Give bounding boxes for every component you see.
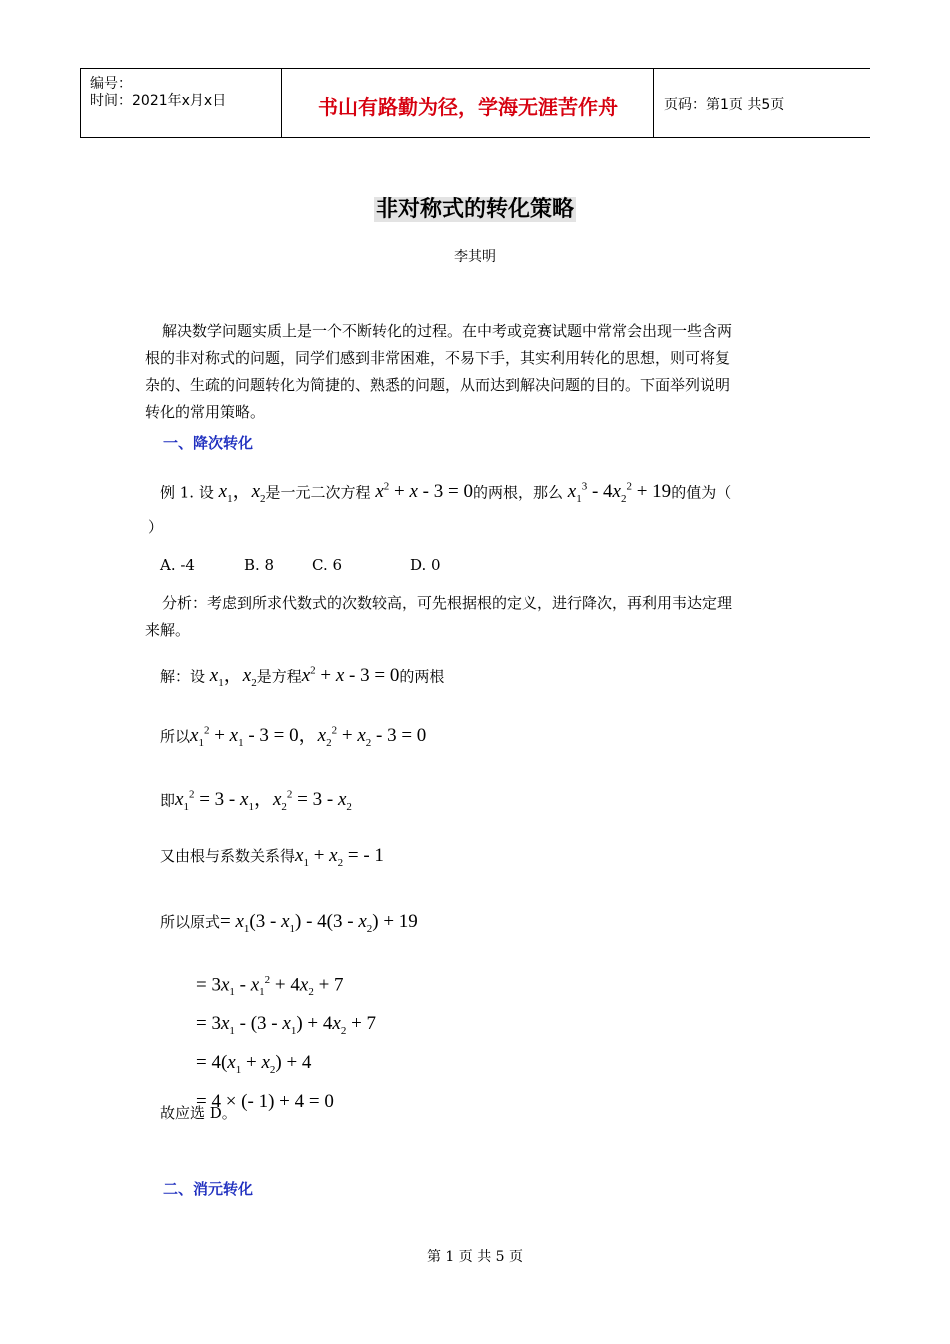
header-left-cell	[80, 69, 282, 137]
solution-so: 所以	[160, 727, 191, 746]
math-reduction: $x_1^2 = 3 - x_1$，$x_2^2 = 3 - x_2$	[175, 789, 352, 814]
math-step: = 4 × (- 1) + 4 = 0	[196, 1090, 334, 1112]
intro-paragraph	[145, 318, 825, 426]
page-footer: 第 1 页 共 5 页	[426, 1249, 524, 1265]
solution-line-3	[160, 782, 352, 821]
option-d: D. 0	[410, 556, 441, 574]
math-roots: $x_1$，$x_2$	[209, 665, 257, 690]
math-roots: $x_1$，$x_2$	[218, 481, 266, 506]
option-b: B. 8	[244, 556, 275, 574]
solution-prefix: 解：设	[160, 667, 206, 686]
intro-line: 转化的常用策略。	[145, 403, 266, 421]
math-equation: $x^2 + x - 3 = 0$	[375, 481, 473, 503]
math-vieta: $x_1 + x_2$ = - 1	[295, 845, 384, 869]
intro-line: 杂的、生疏的问题转化为简捷的、熟悉的问题，从而达到解决问题的目的。下面举列说明	[145, 376, 731, 394]
header-table	[80, 68, 870, 138]
page-title: 非对称式的转化策略	[375, 197, 574, 222]
intro-line: 解决数学问题实质上是一个不断转化的过程。在中考或竞赛试题中常常会出现一些含两	[162, 322, 733, 340]
motto: 书山有路勤为径，学海无涯苦作舟	[318, 95, 618, 119]
solution-original: 所以原式	[160, 913, 221, 931]
math-step: = $4(x_1 + x_2) + 4$	[196, 1051, 312, 1076]
intro-line: 根的非对称式的问题，同学们感到非常困难，不易下手，其实利用转化的思想，则可将复	[145, 349, 731, 367]
solution-vieta: 又由根与系数关系得	[160, 847, 296, 865]
solution-line-5	[160, 908, 418, 943]
math-step: = $3x_1 - (3 - x_1) + 4x_2 + 7$	[196, 1013, 377, 1037]
example-prefix: 例 1. 设	[160, 483, 214, 502]
solution-suffix: 的两根	[399, 667, 445, 686]
option-a: A. -4	[160, 556, 195, 574]
conclusion: 故应选 D。	[160, 1104, 237, 1122]
solution-line-1	[160, 658, 444, 697]
math-substitution: $x_1^2 + x_1 - 3 = 0$，$x_2^2 + x_2 - 3 = 0$	[190, 725, 427, 750]
page-info: 页码：第1页 共5页	[664, 97, 785, 113]
option-c: C. 6	[312, 556, 343, 574]
time-label: 时间：2021年x月x日	[90, 93, 227, 109]
author: 李其明	[454, 249, 496, 265]
analysis-line: 分析：考虑到所求代数式的次数较高，可先根据根的定义，进行降次，再利用韦达定理	[162, 594, 733, 612]
math-derivation	[196, 964, 376, 1118]
example-1	[160, 474, 731, 513]
math-step: = $3x_1 - x_1^2 + 4x_2 + 7$	[196, 974, 344, 999]
analysis-line: 来解。	[145, 621, 191, 639]
math-expression: $x_1^3 - 4x_2^2 + 19$	[567, 481, 672, 506]
header-motto-cell	[282, 69, 654, 137]
example-mid2: 的两根，那么	[472, 483, 563, 502]
math-original: = $x_1(3 - x_1) - 4(3 - x_2) + 19$	[220, 911, 418, 935]
header-page-cell	[654, 69, 870, 137]
example-close: ）	[148, 518, 164, 536]
section-heading-2: 二、消元转化	[163, 1180, 254, 1198]
math-equation: $x^2 + x - 3 = 0$	[301, 665, 400, 687]
solution-line-2	[160, 718, 426, 757]
solution-mid: 是方程	[256, 667, 302, 686]
analysis	[145, 590, 825, 644]
section-heading-1: 一、降次转化	[163, 434, 254, 452]
serial-label: 编号：	[90, 76, 132, 92]
solution-line-4	[160, 842, 384, 877]
example-suffix: 的值为（	[671, 483, 732, 502]
example-mid1: 是一元二次方程	[265, 483, 371, 502]
solution-ie: 即	[160, 791, 176, 810]
